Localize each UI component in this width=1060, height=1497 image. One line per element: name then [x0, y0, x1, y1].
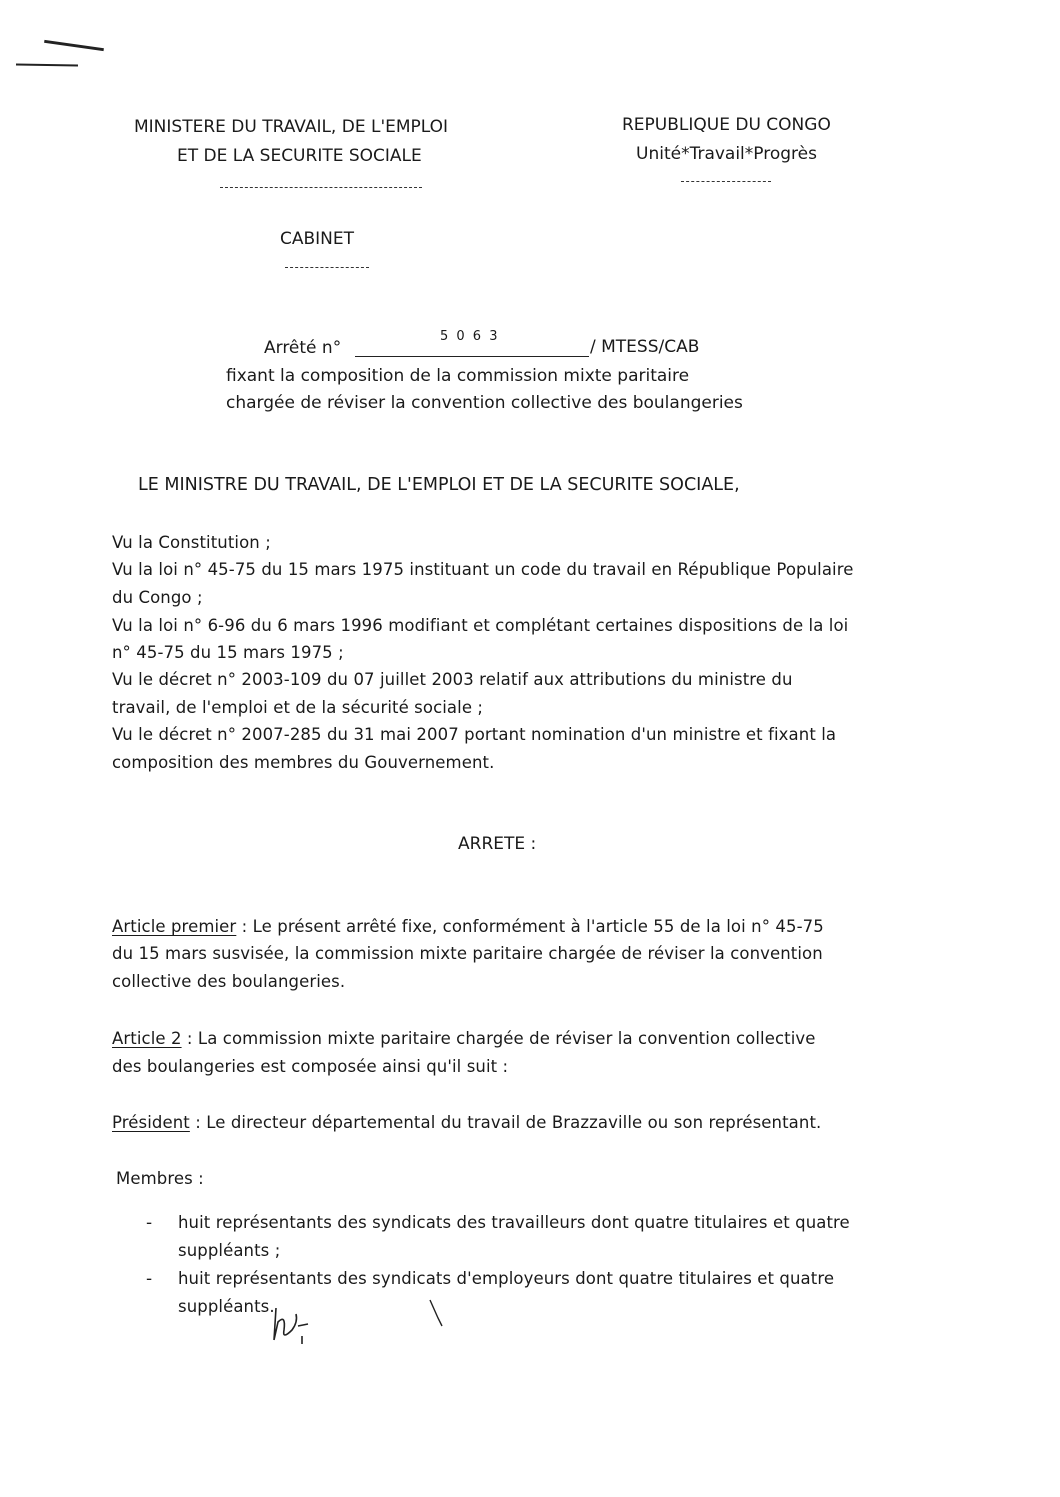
- consideration-line: travail, de l'emploi et de la sécurité sociale ;: [112, 698, 484, 717]
- handwritten-initials: [268, 1300, 328, 1345]
- bullet: -: [146, 1213, 153, 1233]
- cabinet-label: CABINET: [280, 229, 355, 249]
- article-1-label: Article premier: [112, 917, 237, 936]
- article-1-line-2: du 15 mars susvisée, la commission mixte paritaire chargée de réviser la convention: [112, 944, 823, 963]
- decree-suffix: / MTESS/CAB: [590, 337, 700, 357]
- pen-stroke: [428, 1298, 444, 1328]
- consideration-line: composition des membres du Gouvernement.: [112, 753, 495, 772]
- ministry-line-1: MINISTERE DU TRAVAIL, DE L'EMPLOI: [134, 117, 449, 137]
- decree-prefix: Arrêté n°: [264, 338, 342, 358]
- republic-motto: Unité*Travail*Progrès: [636, 144, 817, 164]
- separator: [285, 267, 369, 268]
- member-item-2-line-1: huit représentants des syndicats d'employeurs dont quatre titulaires et quatre: [178, 1269, 835, 1288]
- article-1-line-3: collective des boulangeries.: [112, 972, 346, 991]
- member-item-1-line-1: huit représentants des syndicats des travailleurs dont quatre titulaires et quatre: [178, 1213, 850, 1232]
- minister-title: LE MINISTRE DU TRAVAIL, DE L'EMPLOI ET DE LA SECURITE SOCIALE,: [138, 475, 740, 495]
- scan-mark: [16, 63, 78, 66]
- decree-subject-line-1: fixant la composition de la commission mixte paritaire: [226, 366, 690, 386]
- arrete-heading: ARRETE :: [458, 834, 537, 854]
- bullet: -: [146, 1269, 153, 1289]
- separator: [220, 187, 422, 188]
- republic-name: REPUBLIQUE DU CONGO: [622, 115, 831, 135]
- scan-mark: [44, 40, 104, 51]
- members-label: Membres :: [116, 1169, 204, 1188]
- article-2-line-2: des boulangeries est composée ainsi qu'il suit :: [112, 1057, 509, 1076]
- decree-number-line: [355, 356, 589, 357]
- president-label: Président: [112, 1113, 190, 1132]
- separator: [681, 181, 771, 182]
- consideration-line: Vu la Constitution ;: [112, 533, 271, 552]
- member-item-2-line-2: suppléants.: [178, 1297, 275, 1316]
- consideration-line: n° 45-75 du 15 mars 1975 ;: [112, 643, 344, 662]
- member-item-1-line-2: suppléants ;: [178, 1241, 281, 1260]
- article-2-label: Article 2: [112, 1029, 182, 1048]
- article-2-line-1: [112, 1029, 816, 1048]
- president-text: : Le directeur départemental du travail de Brazzaville ou son représentant.: [189, 1113, 822, 1132]
- consideration-line: Vu la loi n° 45-75 du 15 mars 1975 instituant un code du travail en République Populaire: [112, 560, 854, 579]
- decree-number: 5 0 6 3: [440, 329, 500, 344]
- ministry-line-2: ET DE LA SECURITE SOCIALE: [177, 146, 422, 166]
- consideration-line: du Congo ;: [112, 588, 203, 607]
- consideration-line: Vu le décret n° 2003-109 du 07 juillet 2003 relatif aux attributions du ministre du: [112, 670, 793, 689]
- consideration-line: Vu le décret n° 2007-285 du 31 mai 2007 portant nomination d'un ministre et fixant la: [112, 725, 837, 744]
- article-1-text: : Le présent arrêté fixe, conformément à l'article 55 de la loi n° 45-75: [236, 917, 824, 936]
- consideration-line: Vu la loi n° 6-96 du 6 mars 1996 modifiant et complétant certaines dispositions de la loi: [112, 616, 849, 635]
- article-1-line-1: [112, 917, 824, 936]
- article-2-text: : La commission mixte paritaire chargée de réviser la convention collective: [181, 1029, 816, 1048]
- president-line: [112, 1113, 821, 1132]
- decree-subject-line-2: chargée de réviser la convention collective des boulangeries: [226, 393, 743, 413]
